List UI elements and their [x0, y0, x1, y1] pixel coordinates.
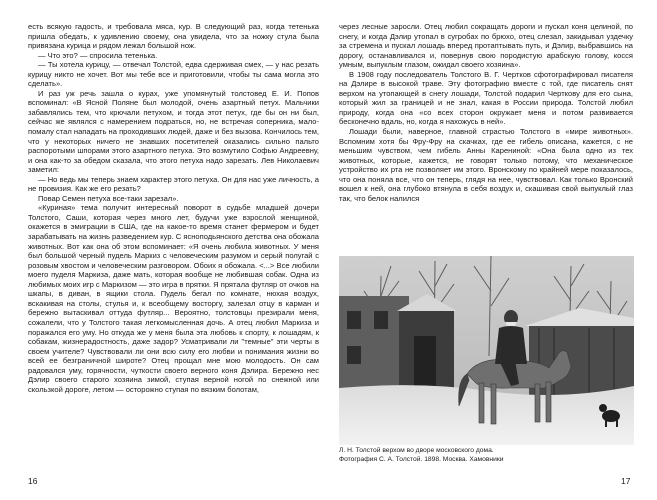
paragraph: «Куриная» тема получит интересный поворот в судьбе младшей дочери Толстого, Саши, которая через много лет, будучи уже взрослой женщиной, окажется в эмиграции в США, где на какое-то время станет фермером и будет зарабатывать на жизнь разведением кур. С ясноподьянского детства она обожала животных. Вот как она об этом вспоминает: «Я очень любила животных. У меня был большой черный пудель Маркиз с человеческим разумом и серый полугай с розовым хвостом и человеческим разговором. Обоих я обожала. <...> Все любили моего пуделя Маркиза, даже мать, которая вообще не любившая собак. Одна из любимых моих игр с Маркизом — это игра в прятки. Я прятала футляр от очков на шкапы, в диван, в ящики стола. Пудель бегал по комнате, нюхая воздух, вскакивая на столы, стулья и, к всеобщему восторгу, залезал отцу в карман и бережно вытаскивал оттуда футляр... Вероятно, толстовцы презирали меня, сожалели, что у Толстого такая легкомысленная дочь. А отец любил Маркиза и поражался его уму. Но откуда же у меня была эта любовь к спорту, к лошадям, к собакам, жизнерадостность, даже задор? Усматривали ли "темные" эти черты в своем учителе? Чувствовали ли они всю силу его любви и понимания жизни во всей ее безграничной широте? Отец прощал мне мою молодость. Он сам радовался уму, горячности, чуткости своего верного коня Дэлира. Бережно нес Дэлир своего старого хозяина зимой, ступая верной ногой по снежной или скользкой дороге, летом — осторожно ступая по вязким болотам,	[28, 203, 319, 394]
paragraph: В 1908 году последователь Толстого В. Г. Чертков сфотографировал писателя на Дэлире в высокой траве. Эту фотографию вместе с той, где писатель снят верхом на утопающей в снегу лошади, Толстой подарил Черткову для его сына, который жил за границей и не знал, какая в России природа. Толстой любил природу, когда она «со всех сторон окружает меня и потом развивается бесконечно вдаль, но, когда я нахожусь в ней».	[339, 69, 633, 127]
page-number-right: 17	[621, 476, 631, 486]
paragraph: — Что это? — спросила тетенька.	[38, 50, 158, 60]
right-page-text	[339, 22, 633, 203]
paragraph: Повар Семен петуха все-таки зарезал».	[38, 193, 179, 203]
photo-tolstoy-on-horse	[339, 256, 634, 445]
paragraph: — Ты хотела курицу, — отвечал Толстой, едва сдерживая смех, — у нас резать курицу никто не хочет. Вот мы тебе все и приготовили, чтобы ты сама могла это сделать».	[28, 60, 319, 89]
paragraph: И раз уж речь зашла о курах, уже упомянутый толстовед Е. И. Попов вспоминал: «В Ясной Поляне был молодой, очень азартный петух. Мальчики забавлялись тем, что крючали петухом, и тогда этот петух, где бы он ни был, сейчас же являлся с намерением подраться, но, не встречая соперника, мало-помалу стал нападать на проходивших людей, даже и без вызова. Кончилось тем, что у некоторых ничего не знавших посетителей оказались сильно пальто распоротыми шпорами этого азартного петуха. Это возмутило Софью Андреевну, и она как-то за обедом сказала, что этого петуха надо зарезать. Лев Николаевич заметил:	[28, 88, 319, 175]
page-number-left: 16	[28, 476, 38, 486]
paragraph: — Но ведь мы теперь знаем характер этого петуха. Он для нас уже личность, а не провизия. Как же его резать?	[28, 174, 319, 194]
paragraph: через лесные заросли. Отец любил сокращать дороги и пускал коня целиной, по снегу, и когда Дэлир утопал в сугробах по брюхо, отец слезал, закидывал уздечку за стремена и пускал лошадь вперед протаптывать путь, и Дэлир, выбравшись на дорогу, останавливался и, повернув свою породистую арабскую голову, косся умным, выпуклым глазом, ожидал своего хозяина».	[339, 22, 633, 70]
paragraph: Лошади были, наверное, главной страстью Толстого в «мире животных». Вспомним хотя бы Фру-Фру на скачках, где ее гибель описана, кажется, с не меньшим чувством, чем гибель Анны Карениной: «Она была одно из тех животных, которые, кажется, не говорят только потому, что механическое устройство их рта не позволяет им этого. Вронскому по крайней мере показалось, что она поняла все, что он теперь, глядя на нее, чувствовал. Как только Вронский вошел к ней, она глубоко втянула в себя воздух и, скашивая свой выпуклый глаз так, что белок налился	[339, 127, 633, 203]
paragraph: есть всякую гадость, и требовала мяса, кур. В следующий раз, когда тетенька пришла обедать, к удивлению своему, она увидела, что за ножку стула была привязана курица и рядом лежал большой нож.	[28, 22, 319, 51]
caption-line: Л. Н. Толстой верхом во дворе московского дома.	[339, 447, 494, 454]
left-page-text	[28, 22, 319, 394]
photo-caption	[339, 447, 634, 464]
caption-line: Фотография С. А. Толстой. 1898. Москва. Хамовники	[339, 455, 504, 463]
